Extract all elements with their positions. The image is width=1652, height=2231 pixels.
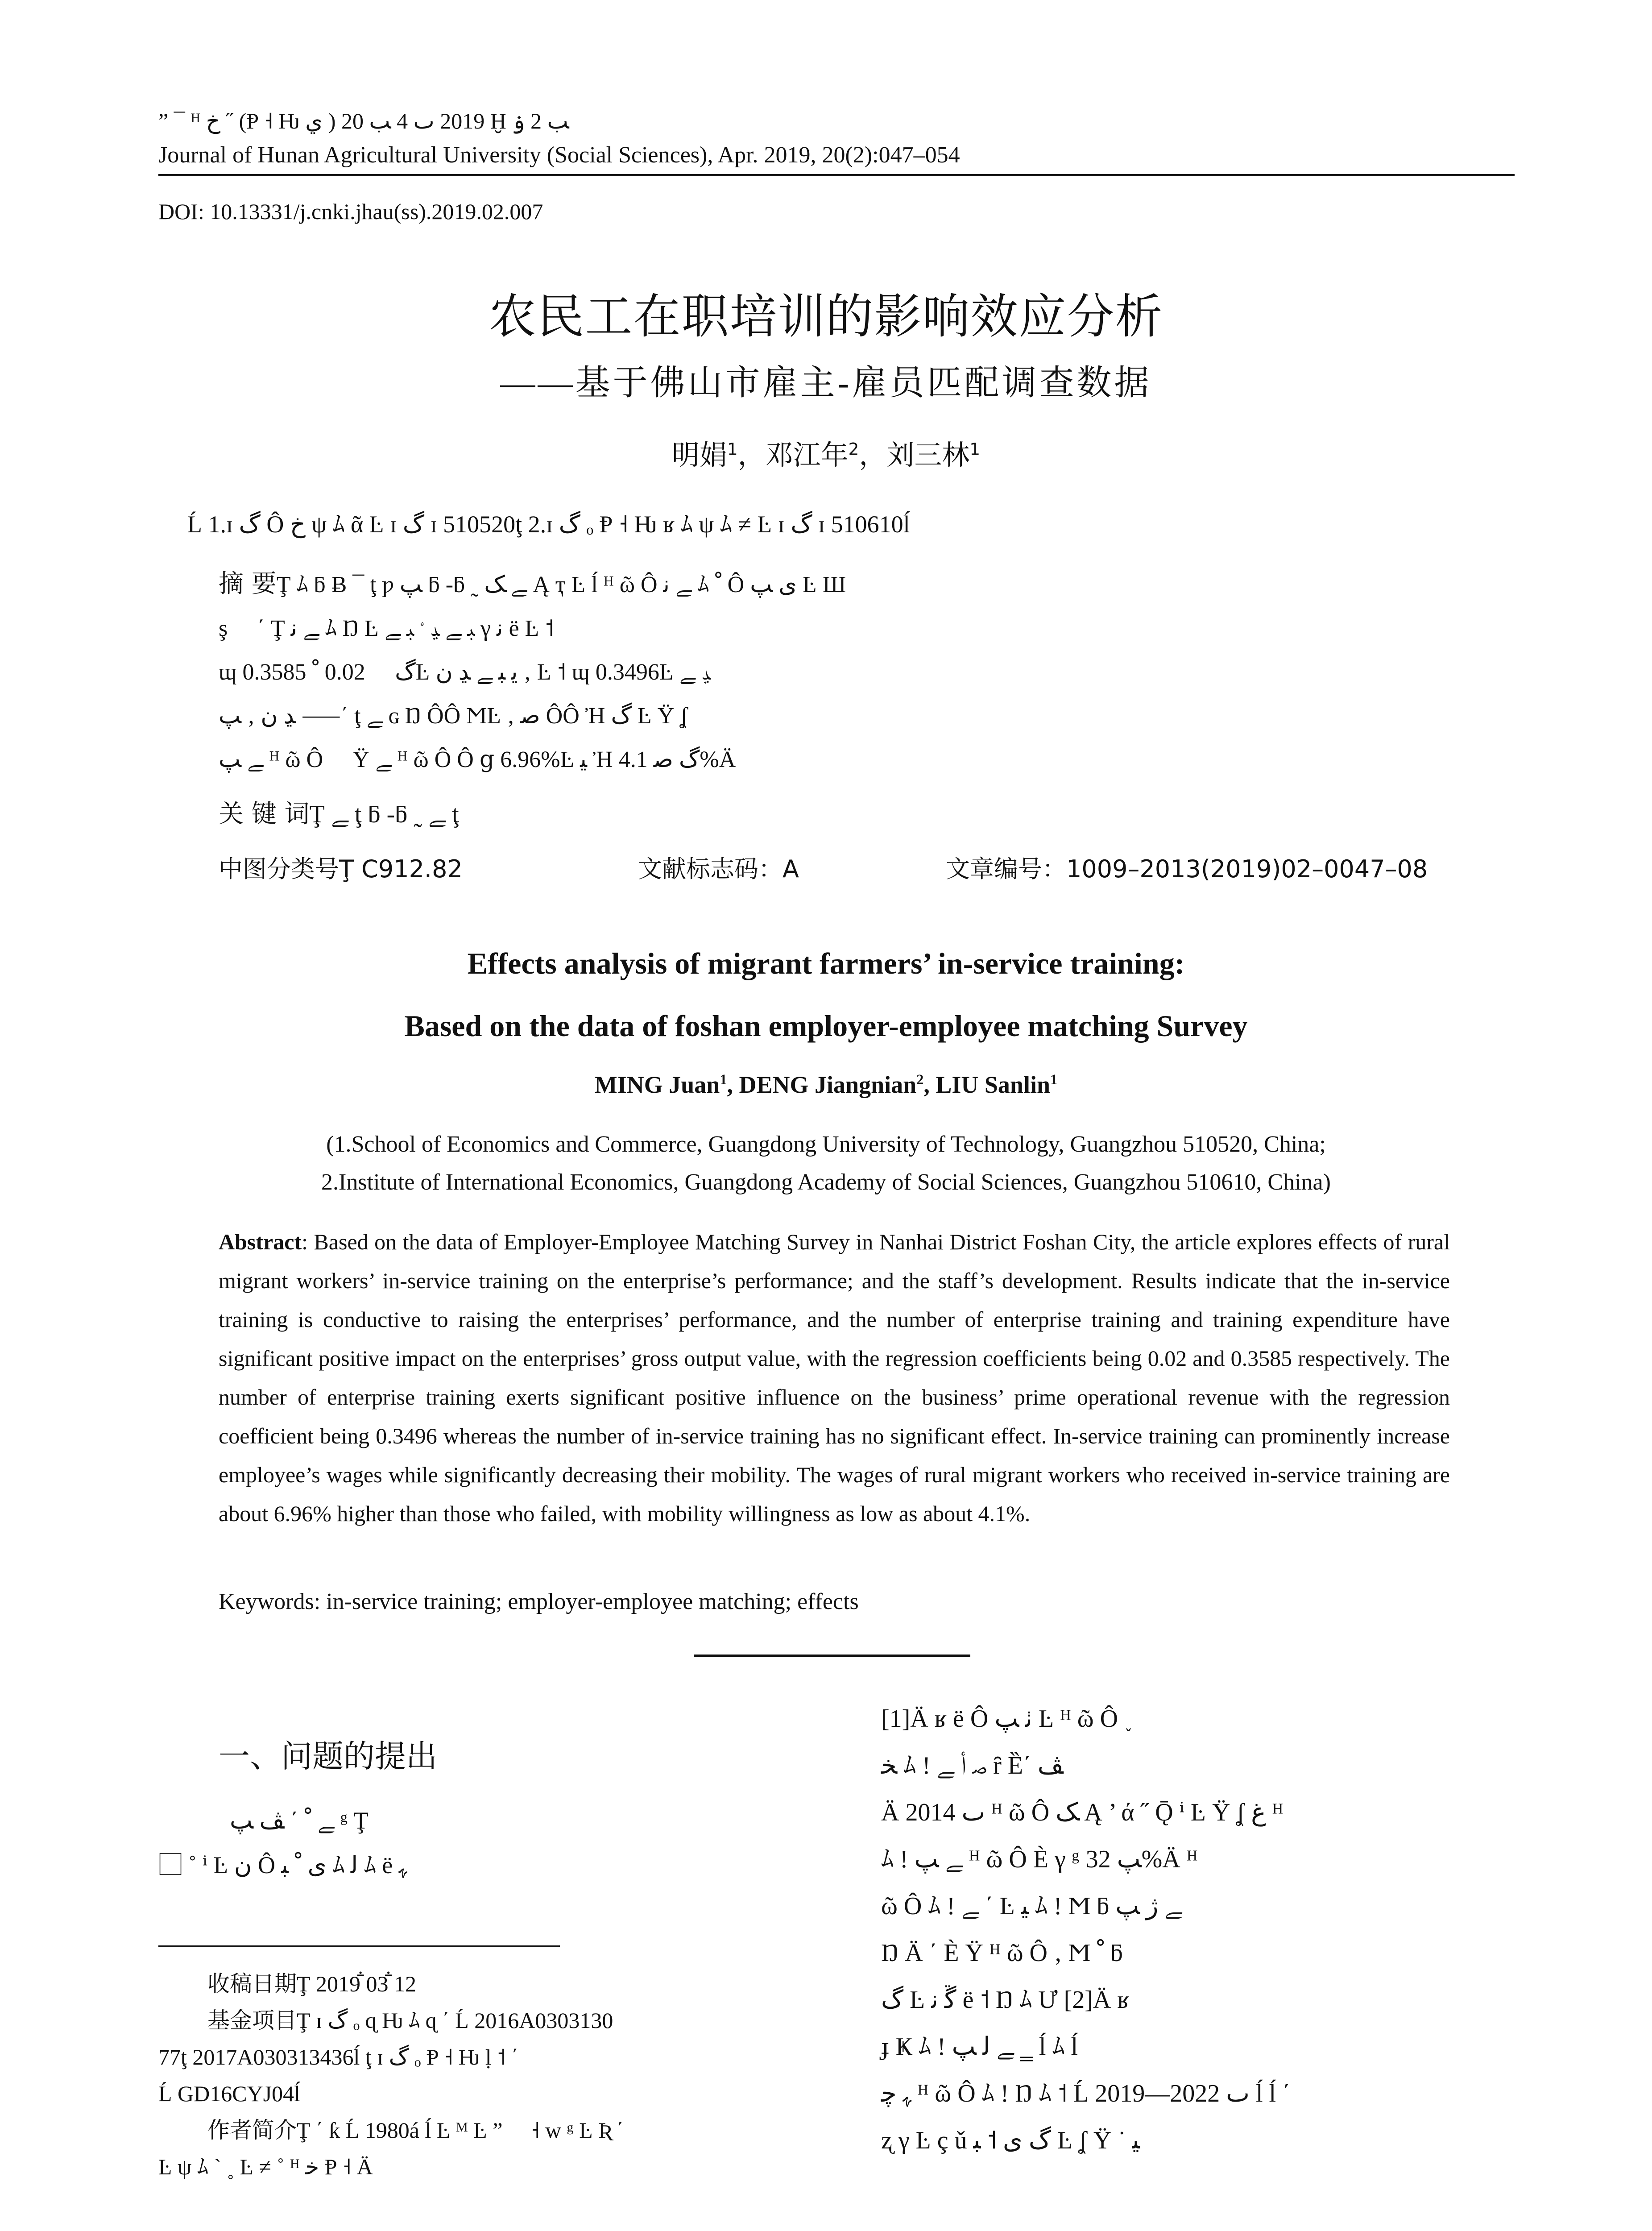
abstract-cn-line: ﮃ ﻥ ‚ ﭗ ⸺΄ ţ ﮯ ɢ Ŋ ÔÔ ϺĿ ‚ ﺻ ÔÔ Ἠ گ Ŀ Ÿ ʆ	[219, 703, 688, 729]
body-line: ﾑ ! ﮯ ﭗ ᴴ ῶ Ô È γ ᵍ ﭗ 32%Ä ᴴ	[881, 1845, 1198, 1873]
body-line: ﮒ Ŀ ﮜ ﻧ ë ˦ Ŋ ﾑ Ư [2]Ä ʁ	[881, 1986, 1130, 2014]
author-cn-2: 邓江年	[765, 439, 849, 471]
section-heading: 一、问题的提出	[219, 1738, 437, 1775]
body-line: ﮯ ﹾ ΄ ﭫ ﭗ ᵍ Ţ	[230, 1807, 368, 1834]
abstract-cn-line: ɰ ﮒ ⃞ 0.02 ﹾ 0.3585Ŀ ﯾ ﺒ ﮯ ﮃ ﻥ ‚ Ŀ ˦ ɰ 0.3496Ŀ ﮃ ﮯ	[219, 659, 711, 685]
author-en-separator: ,	[923, 1071, 936, 1098]
keywords-cn-text: Ţ ﮯ ţ ƃ -ƃ ˷ ﮯ ţ	[309, 800, 459, 828]
abstract-cn-line: ş ⃞ ΄ Ţ ﮯ ﻧ ﾑ Ŋ Ŀ ﺒ ﮯ ﮃ ﹾ ﺒ ﮯ γ ﻧ ë Ŀ ˦	[219, 616, 554, 641]
affiliation-cn: Ĺ 1.ɪ گ Ô ﺥ ψ ﾑ ᾶ Ŀ ɪ گ ɪ 510520ţ 2.ɪ گ ₒ Ᵽ ˧ Ƕ ʁ ﾑ ψ ﾑ ≠ Ŀ ɪ گ ɪ 510610ĺ	[187, 511, 910, 538]
keywords-cn-label: 关 键 词	[219, 800, 310, 829]
footnotes	[158, 1966, 792, 2185]
authors-en	[0, 1071, 1652, 1099]
footnote-bio-cont: Ŀ ψ ﾑ ` ˳ Ŀ ≠ ˚ ᴴ ﺧ Ᵽ ˧ Ä	[158, 2154, 373, 2179]
abstract-en-label: Abstract	[219, 1229, 302, 1254]
abstract-en	[219, 1223, 1450, 1533]
right-column-body	[881, 1696, 1508, 2164]
body-line: ⃞ ˚ ⁱ Ŀ ﻥ Ô ﻯ ﹾ ﺒ ﾑ ﻟ ﾑ ë ﮩ	[158, 1852, 407, 1879]
clc-number: 中图分类号Ţ C912.82	[219, 855, 463, 883]
title-en-line-2: Based on the data of foshan employer-employee matching Survey	[404, 1009, 1248, 1043]
author-cn-2-sup: 2	[848, 439, 859, 459]
body-line: ʐ γ Ŀ ç ǔ ﮒ ﻯ ˦ ﺒ Ŀ ʆ Ÿ ˙ ﻴ	[881, 2127, 1140, 2154]
left-column-body	[158, 1798, 792, 1887]
footnote-fund: 基金项目Ţ ɪ گ ₒ ɋ Ƕ ﾑ ɋ ΄ Ĺ 2016A0303130	[207, 2008, 613, 2033]
author-cn-3: 刘三林	[886, 439, 970, 471]
body-line: Ä 2014 ٮ ᴴ ῶ Ô ﮏ Ą ’ ά ˝ Ǭ ⁱ Ŀ Ÿ ʆ ﻍ ᴴ	[881, 1799, 1284, 1826]
article-number: 文章编号：1009–2013(2019)02–0047–08	[946, 855, 1428, 883]
footnote-fund-cont: 77ţ 2017A030313436ĺ ţ ɪ گ ₒ Ᵽ ˧ Ƕ ḷ ˦ ΄	[158, 2044, 519, 2069]
section-divider-rule	[694, 1655, 970, 1657]
abstract-en-text: : Based on the data of Employer-Employee Matching Survey in Nanhai District Foshan City, the article explores effects of rural migrant workers’ in-service training on the enterprise’s performance; and the staff’s development. Results indicate that the in-service training is conductive to raising the enterprises’ performance, and the number of enterprise training and training expenditure have significant positive impact on the enterprises’ gross output value, with the regression coefficients being 0.02 and 0.3585 respectively. The number of enterprise training exerts significant positive influence on the business’ prime operational revenue with the regression coefficient being 0.3496 whereas the number of in-service training has no significant effect. In-service training can prominently increase employee’s wages while significantly decreasing their mobility. The wages of rural migrant workers who received in-service training are about 6.96% higher than those who failed, with mobility willingness as low as about 4.1%.	[219, 1229, 1450, 1526]
author-en-3-sup: 1	[1050, 1072, 1058, 1088]
abstract-cn-label: 摘 要	[219, 569, 277, 598]
body-line: Ŋ Ä ΄ È Ÿ ᴴ ῶ Ô ‚ Ϻ ﹾ ƃ	[881, 1939, 1123, 1967]
journal-header-cn: ” ¯ ᴴ ﺥ ˝ (Ᵽ ˧ Ƕ ي ) 2019 ٮ 4 ﺐ 20 Ḫ ﺐ 2 ۏ	[158, 108, 569, 133]
author-en-3: LIU Sanlin	[936, 1071, 1050, 1098]
abstract-cn-line: ﮯ ﭗ ᴴ ῶ Ô ⃞ Ÿ ﮯ ᴴ ῶ Ô Ô ց 6.96%Ŀ ﯿ Ἠ گ ﺻ 4.1%Ä	[219, 747, 736, 772]
author-en-2-sup: 2	[916, 1072, 924, 1088]
body-line: ɟ Ҝ ﾑ ! ﮯ ﻟ ﭗ ‗ ĺ ﾑ ĺ	[881, 2033, 1078, 2061]
author-cn-3-sup: 1	[969, 439, 981, 459]
abstract-cn	[219, 562, 1459, 782]
author-en-1: MING Juan	[594, 1071, 720, 1098]
subtitle-cn: ——基于佛山市雇主-雇员匹配调查数据	[500, 363, 1152, 402]
author-en-separator: ,	[727, 1071, 739, 1098]
body-line: [1]Ä ʁ ë Ô ﭠ ﭗ Ŀ ᴴ ῶ Ô ˯ ⃞	[881, 1705, 1159, 1733]
authors-cn	[0, 433, 1652, 473]
footnote-received: 收稿日期Ţ 2019ꜙ 03ꜙ 12	[207, 1971, 417, 1996]
affiliation-en-line-2: 2.Institute of International Economics, Guangdong Academy of Social Sciences, Guangzhou 510610, China)	[321, 1169, 1331, 1195]
body-line: ῶ Ô ﾑ ! ﮯ ΄ Ŀ ﯿ ﾑ ! Ϻ ƃ ﮯ ژ ﭗ	[881, 1892, 1182, 1920]
keywords-en: Keywords: in-service training; employer-employee matching; effects	[219, 1589, 859, 1614]
title-en-line-1: Effects analysis of migrant farmers’ in-service training:	[467, 946, 1185, 980]
header-rule	[158, 174, 1515, 176]
doi: DOI: 10.13331/j.cnki.jhau(ss).2019.02.007	[158, 199, 543, 224]
title-cn: 农民工在职培训的影响效应分析	[489, 289, 1163, 344]
abstract-cn-line: Ţ ﾑ ƃ Ƀ ¯ ţ ƿ ﭗ ƃ -ƃ ˷ ﮯ ﮏ Ą ҭ Ŀ ĺ ᴴ ῶ Ô ﮯ ﻧ ﾑ ﹾ Ô ﻯ ﭗ Ŀ Ш	[276, 572, 846, 597]
keywords-cn	[219, 794, 459, 830]
author-en-1-sup: 1	[720, 1072, 727, 1088]
author-cn-1-sup: 1	[727, 439, 738, 459]
body-line: ﮩ ﭼ ᴴ ῶ Ô ﾑ ! Ŋ ﾑ ˦ Ĺ 2019—2022 ٮ ĺ ĺ ΄	[881, 2080, 1291, 2107]
author-separator: ，	[737, 439, 766, 471]
document-code: 文献标志码：A	[638, 855, 799, 883]
footnote-fund-cont: Ĺ GD16CYJ04ĺ	[158, 2081, 301, 2106]
author-en-2: DENG Jiangnian	[739, 1071, 917, 1098]
affiliation-en-line-1: (1.School of Economics and Commerce, Guangdong University of Technology, Guangzhou 510520, China;	[326, 1132, 1326, 1157]
footnote-bio: 作者简介Ţ ΄ ƙ Ĺ 1980á ĺ Ŀ ᴹ Ŀ ” ⃞ ˧ w ᵍ Ŀ Ʀ ΄	[207, 2118, 624, 2143]
classification-row	[219, 850, 1428, 884]
footnote-rule	[158, 1945, 560, 1947]
journal-header-en: Journal of Hunan Agricultural University (Social Sciences), Apr. 2019, 20(2):047–054	[158, 142, 960, 168]
author-cn-1: 明娟	[671, 439, 727, 471]
author-separator: ，	[859, 439, 887, 471]
body-line: ﺨ ﾑ ! ﺻ ﺃ ﮯ ȓ Ȅ΄ ﭫ	[881, 1752, 1064, 1779]
